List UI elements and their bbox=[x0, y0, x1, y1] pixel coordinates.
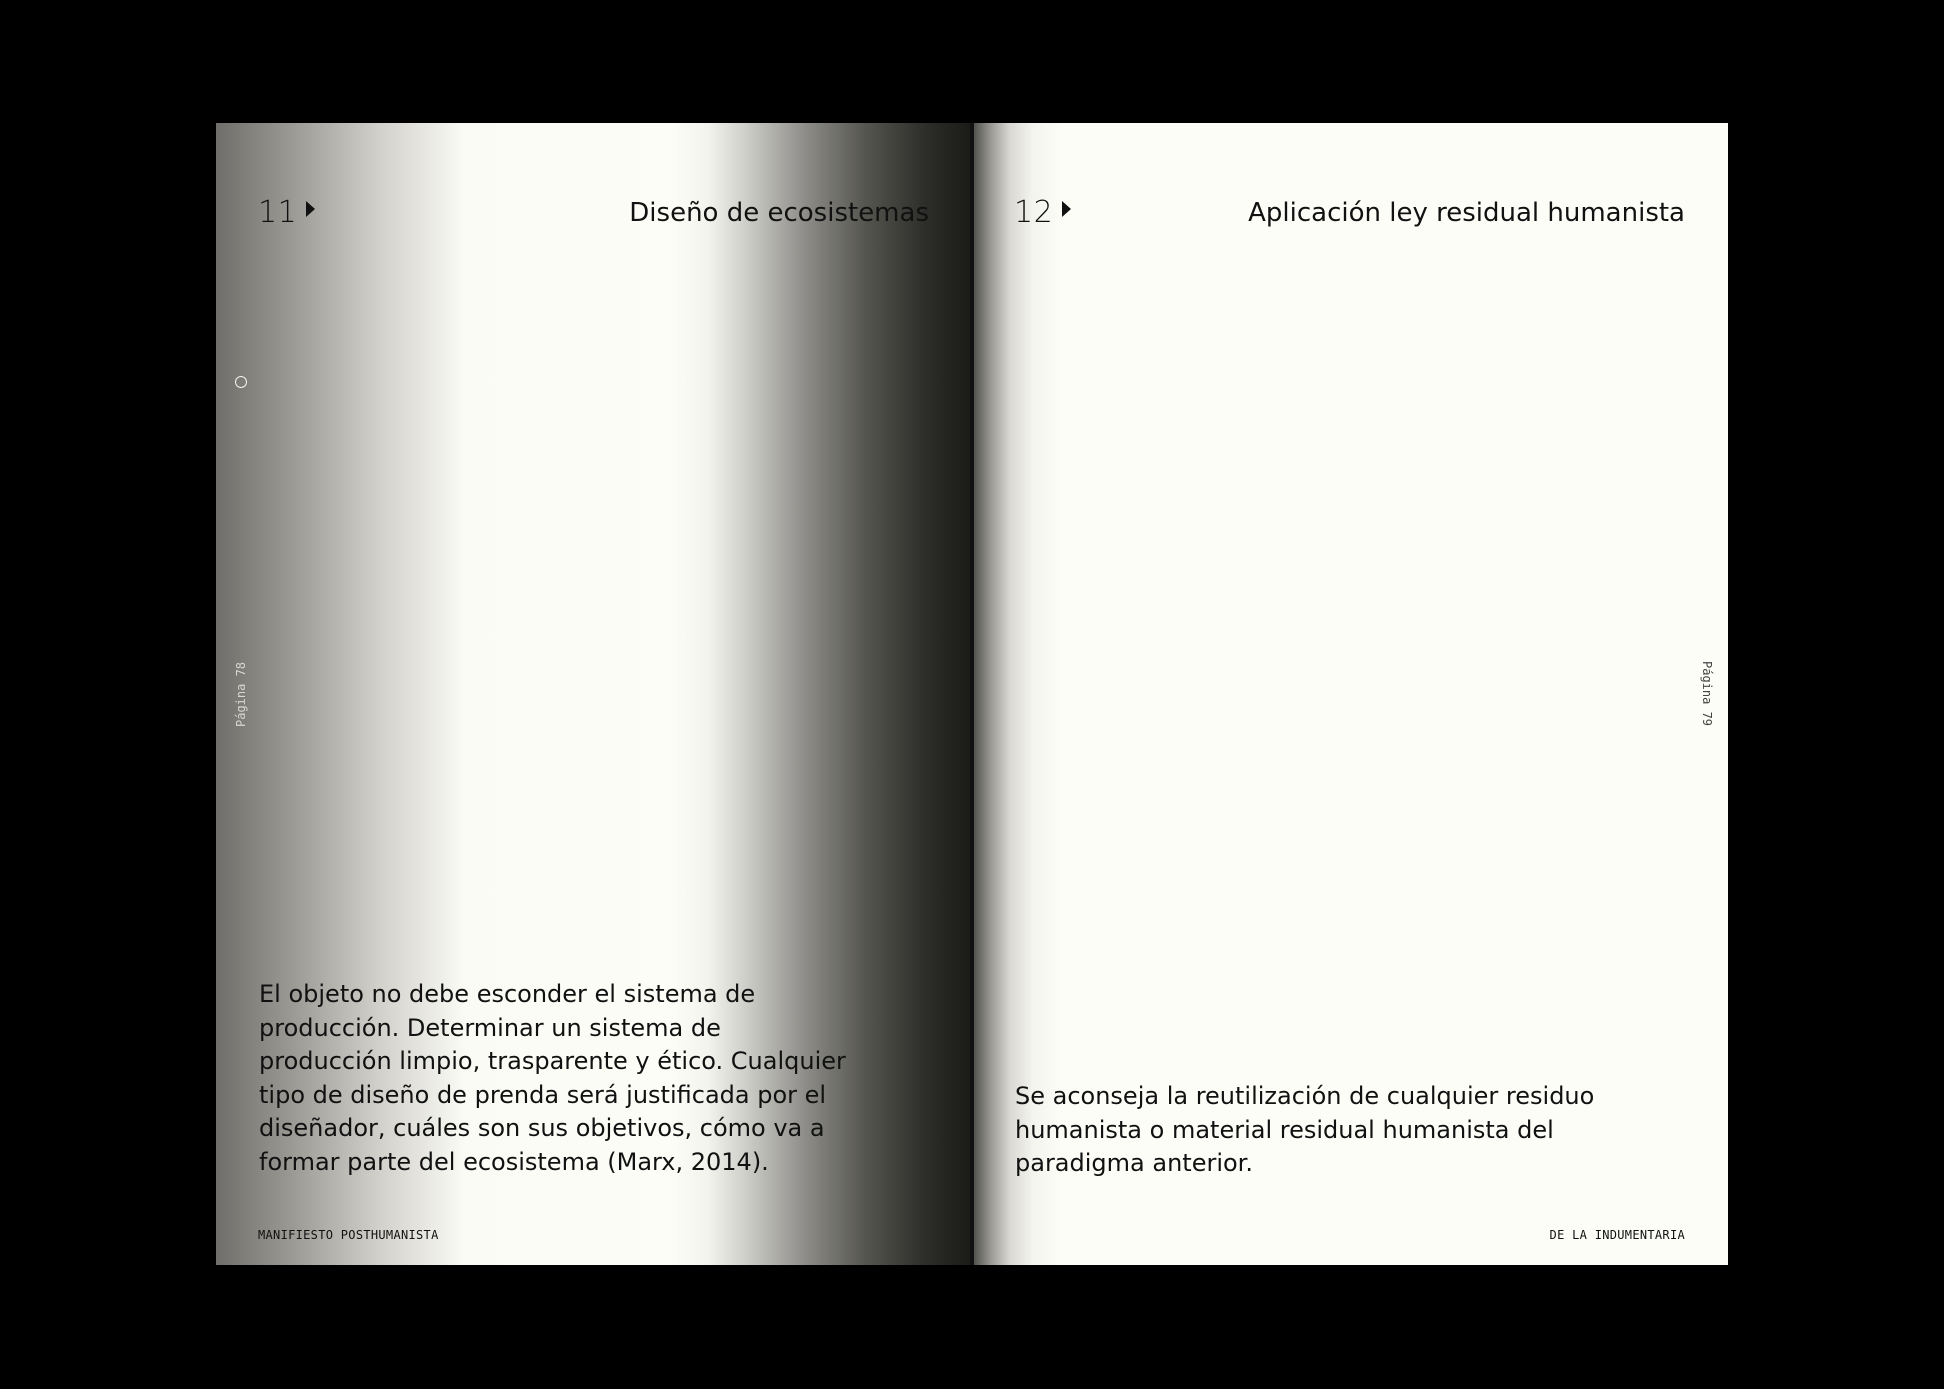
body-line: producción. Determinar un sistema de bbox=[259, 1013, 721, 1042]
body-line: diseñador, cuáles son sus objetivos, cómo va a bbox=[259, 1114, 825, 1143]
body-paragraph bbox=[1015, 1080, 1675, 1181]
chapter-title: Diseño de ecosistemas bbox=[629, 198, 929, 228]
chapter-title: Aplicación ley residual humanista bbox=[1248, 198, 1685, 228]
chapter-number: 11 bbox=[258, 195, 298, 230]
right-page-header bbox=[1014, 193, 1685, 233]
page-number: Página 78 bbox=[234, 661, 248, 727]
body-line: tipo de diseño de prenda será justificada por el bbox=[259, 1080, 827, 1109]
running-footer: MANIFIESTO POSTHUMANISTA bbox=[258, 1228, 439, 1242]
left-page bbox=[216, 123, 972, 1265]
left-page-header bbox=[258, 193, 929, 233]
right-page bbox=[972, 123, 1728, 1265]
play-arrow-icon bbox=[1062, 201, 1071, 217]
body-line: formar parte del ecosistema (Marx, 2014). bbox=[259, 1147, 769, 1176]
play-arrow-icon bbox=[306, 201, 315, 217]
running-footer: DE LA INDUMENTARIA bbox=[1549, 1228, 1685, 1242]
body-paragraph bbox=[259, 978, 899, 1180]
book-gutter bbox=[970, 123, 974, 1265]
body-line: humanista o material residual humanista del bbox=[1015, 1115, 1554, 1144]
body-line: paradigma anterior. bbox=[1015, 1149, 1253, 1178]
circle-marker-icon bbox=[235, 376, 247, 388]
body-line: producción limpio, trasparente y ético. Cualquier bbox=[259, 1047, 846, 1076]
body-line: El objeto no debe esconder el sistema de bbox=[259, 980, 756, 1008]
body-line: Se aconseja la reutilización de cualquier residuo bbox=[1015, 1082, 1595, 1110]
chapter-number: 12 bbox=[1014, 195, 1054, 230]
page-number: Página 79 bbox=[1700, 661, 1714, 727]
